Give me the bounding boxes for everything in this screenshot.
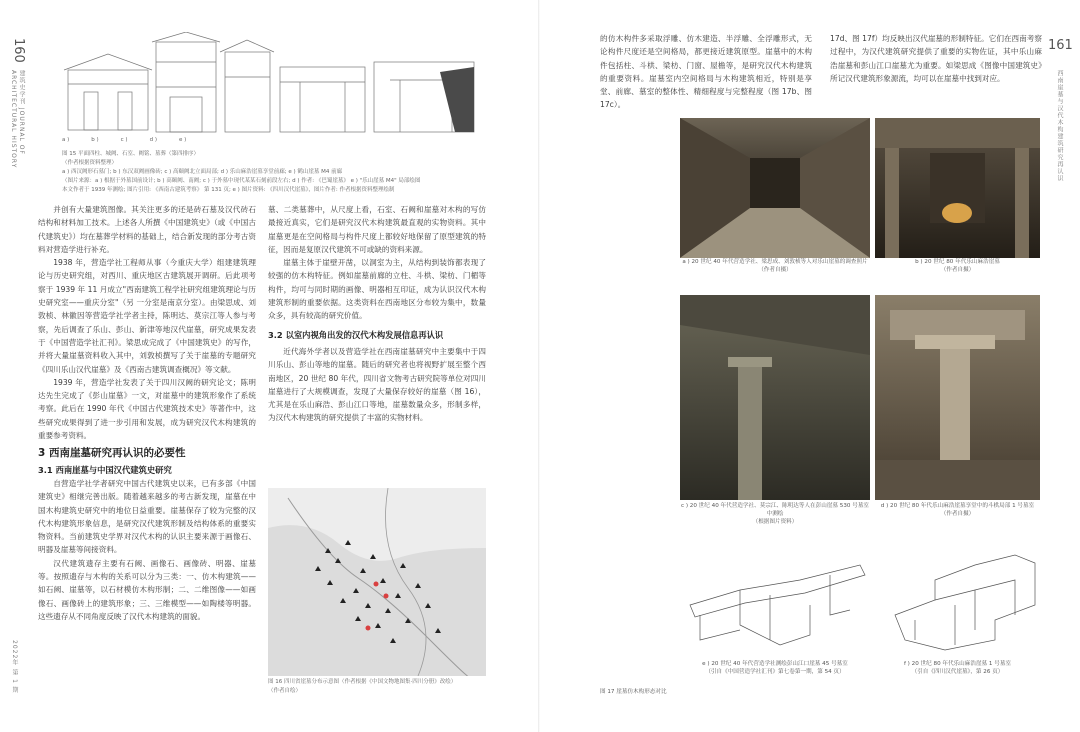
fig17e-drawing bbox=[680, 545, 870, 655]
fig17d-caption-text: d ) 20 世纪 80 年代乐山麻浩崖墓享堂中的斗栱局部 1 号墓室 bbox=[880, 503, 1035, 509]
right-page bbox=[540, 0, 1080, 732]
fig15-caption-note-3: 本文作者于 1939 年测绘; 图片引用: 《西南古建筑考察》 第 131 页; e ) 图片资料: 《四川汉代崖墓》，图片作者: 作者根据资料整理绘制 bbox=[62, 187, 395, 193]
fig16-caption-title: 图 16 四川省崖墓分布示意图（作者根据《中国文物地图集·四川分册》改绘） bbox=[268, 679, 457, 685]
fig15-caption-note-2: （图片来源：a ) 根据于外墓国前设计; b ) 高颐阙、南阙; c ) 于外墓中现代某某石刻前段左右; d ) 作者: 《巴蜀崖墓》 e ) "乐山崖墓 M4" 局部绘图 bbox=[62, 178, 421, 184]
fig17e-caption-text: e ) 20 世纪 40 年代营造学社测绘彭山江口崖墓 45 号墓室 bbox=[702, 661, 848, 667]
col1-paragraph: 汉代建筑遗存主要有石阙、画像石、画像砖、明器、崖墓等。按照遗存与木构的关系可以分为三类：一、仿木构建筑——如石阙、崖墓等，以石材模仿木构形制；二、二维图像——如画像石、画像砖上的建筑形象；三、三维模型——如陶楼等明器。这些遗存从不同角度反映了汉代木构建筑的面貌。 bbox=[38, 558, 256, 621]
fig17e-caption-source: （引自《中国营造学社汇刊》第七卷第一期，第 54 页） bbox=[705, 669, 845, 675]
left-column-2 bbox=[268, 203, 486, 473]
col2-paragraph: 墓、二类墓葬中，从尺度上看，石室、石阙和崖墓对木构的写仿最接近真实，它们是研究汉代木构建筑最直观的实物资料。其中崖墓更是在空间格局与构件尺度上都较好地保留了原型建筑的特征，因而是复原汉代建筑不可或缺的资料来源。 bbox=[268, 205, 486, 254]
fig17d-caption bbox=[875, 502, 1040, 518]
fig17f-caption-text: f ) 20 世纪 80 年代乐山麻浩崖墓 1 号墓室 bbox=[903, 661, 1012, 667]
intro-paragraph: 的仿木构件多采取浮雕、仿木建造、半浮雕、全浮雕形式，无论构件尺度还是空间格局，都更接近建筑原型。崖墓中的木构件包括柱、斗栱、梁枋、门窗、屋檐等，是研究汉代木构建筑的重要资料。崖墓室内空间格局与木构建筑相近，特别是享堂、前廊、墓室的整体性、精细程度与完整程度（图 17b、图 17c）。 bbox=[600, 34, 812, 110]
col1-paragraph: 1938 年，营造学社工程师从事（今重庆大学）组建建筑理论与历史研究组，对西川、重庆地区古建筑展开调研。后此项考察于 1939 年 11 月成立"西南建筑工程学社研究组建筑理论与历史研究室——重庆分室"（另 一分室是南京分室）。由梁思成、刘敦桢、林徽因等营造学社学者主持，陈明达、莫宗江等人参与考察，先后调查了乐山、彭山、新津等地汉代崖墓，研究成果发表于《中国营造学社汇刊》。梁思成完成了《中国建筑史》的写作，并将大量崖墓资料收入其中，刘敦桢撰写了关于崖墓的专题研究《四川乐山汉代崖墓》及《西南古建筑调查概况》等文献。 bbox=[38, 258, 256, 374]
issue-date: 2022年 第 1 期 bbox=[11, 640, 18, 694]
fig17d-caption-source: （作者自摄） bbox=[940, 511, 975, 517]
fig15c-que bbox=[225, 52, 270, 132]
fig17f-caption-source: （引自《四川汉代崖墓》，第 26 页） bbox=[911, 669, 1004, 675]
right-intro-column-2 bbox=[830, 32, 1042, 112]
col1-paragraph: 并创有大量建筑图像。其关注更多的还是砖石墓及汉代砖石结构和材料加工技术。上述各人所撰《中国建筑史》（或《中国古代建筑史》）均在墓葬学材料的基础上，结合新发现的部分考古资料对营造学进行补充。 bbox=[38, 205, 256, 254]
fig15-label-b: b ) bbox=[91, 137, 99, 143]
section-3-1-heading: 3.1 西南崖墓与中国汉代建筑史研究 bbox=[38, 464, 172, 475]
section-3-heading: 3 西南崖墓研究再认识的必要性 bbox=[38, 447, 186, 460]
fig16-map bbox=[268, 488, 486, 676]
fig17b-photo bbox=[875, 118, 1040, 258]
fig15-caption bbox=[62, 150, 482, 195]
col1-paragraph: 自营造学社学者研究中国古代建筑史以来，已有多部《中国建筑史》相继完善出版。随着越来越多的考古新发现，崖墓在中国木构建筑史研究中的地位日益重要。崖墓保存了较为完整的汉代木构建筑形象信息，是研究汉代建筑形制及结构体系的重要实物资料。当前建筑史学界对汉代木构的认识主要来源于画像石、明器及崖墓等间接资料。 bbox=[38, 478, 256, 555]
intro-paragraph: 17d、图 17f）均反映出汉代崖墓的形制特征。它们在西南考察过程中，为汉代建筑研究提供了重要的实物佐证，其中乐山麻浩崖墓和彭山江口崖墓尤为重要。如梁思成《图像中国建筑史》所记汉代建筑形象源流，均可以在崖墓中找到对应。 bbox=[830, 34, 1042, 83]
running-title: 西南崖墓与汉代木构建筑研究再认识 bbox=[1056, 70, 1063, 182]
fig17f-drawing bbox=[875, 545, 1040, 655]
fig15-label-c: c ) bbox=[120, 137, 128, 143]
right-intro-column-1 bbox=[600, 32, 812, 112]
fig17-main-caption: 图 17 崖墓仿木构形态对比 bbox=[600, 689, 667, 695]
col2-paragraph: 崖墓主体于崖壁开凿，以洞室为主，从结构到装饰都表现了较强的仿木构特征。例如崖墓前廊的立柱、斗栱、梁枋、门楣等构件，均可与同时期的画像、明器相互印证，成为认识汉代木构建筑形制的重要依据。这类资料在西南地区分布较为集中，数量众多，具有较高的研究价值。 bbox=[268, 258, 486, 321]
fig15-label-d: d ) bbox=[149, 137, 157, 143]
running-title: 建筑史学刊 JOURNAL OF ARCHITECTURAL HISTORY bbox=[10, 70, 25, 169]
fig15-label-e: e ) bbox=[178, 137, 187, 143]
fig16-caption bbox=[268, 678, 486, 696]
fig17b-caption-text: b ) 20 世纪 80 年代乐山麻浩崖墓 bbox=[915, 259, 1000, 265]
left-column-1 bbox=[38, 203, 256, 703]
fig15-caption-note-1: a ) 西汉阙形石墓门; b ) 东汉双阙画像砖; c ) 高颐阙北立面局部; d ) 乐山麻浩崖墓享堂前廊; e ) 鹤山崖墓 M4 前廊 bbox=[62, 169, 343, 175]
fig17e-caption bbox=[680, 660, 870, 676]
fig15-label-a: a ) bbox=[62, 137, 70, 143]
fig17c-photo bbox=[680, 295, 870, 500]
col2-paragraph: 近代海外学者以及营造学社在西南崖墓研究中主要集中于四川乐山、彭山等地的崖墓。随后的研究者也将视野扩展至整个西南地区，20 世纪 80 年代，四川省文物考古研究院等单位对四川崖墓进行了大规模调查，发现了大量保存较好的崖墓（图 16），尤其是在乐山麻浩、彭山江口等地，崖墓数量众多，形制多样，为汉代木构建筑的研究提供了丰富的实物材料。 bbox=[268, 346, 486, 423]
fig17b-caption bbox=[875, 258, 1040, 274]
fig17c-caption-source: （根据图片资料） bbox=[752, 519, 798, 525]
fig16-caption-source: （作者自绘） bbox=[268, 688, 302, 694]
col1-paragraph: 1939 年，营造学社发表了关于四川汉阙的研究论文；陈明达先生完成了《彭山崖墓》一文，对崖墓中的建筑形象作了系统考察。此后在 1990 年代《中国古代建筑技术史》等著作中，这些研究成果得到了进一步引用和发展，成为研究汉代木构建筑的重要参考资料。 bbox=[38, 377, 256, 441]
fig17c-caption-text: c ) 20 世纪 40 年代营造学社、莫宗江、陈明达等人在彭山崖墓 530 号墓室中测绘 bbox=[680, 503, 870, 517]
section-3-2-heading: 3.2 以室内视角出发的汉代木构发展信息再认识 bbox=[268, 329, 444, 340]
page-number: 160 bbox=[11, 38, 26, 63]
fig15-drawings bbox=[60, 32, 480, 152]
fig15a-facade bbox=[68, 70, 148, 130]
fig15-caption-title: 图 15 平面四柱、城阙、石室、阙铭、墓葬（第四排序） bbox=[62, 151, 199, 157]
fig17a-caption-source: （作者自摄） bbox=[758, 267, 792, 273]
fig17d-photo bbox=[875, 295, 1040, 500]
fig15-sublabels bbox=[62, 136, 482, 145]
fig15-caption-source: （作者根据资料整理） bbox=[62, 160, 118, 166]
fig17c-caption bbox=[680, 502, 870, 526]
fig17a-photo bbox=[680, 118, 870, 258]
fig15d-hall bbox=[280, 67, 365, 132]
fig17f-caption bbox=[875, 660, 1040, 676]
fig17a-caption bbox=[680, 258, 870, 274]
fig17b-caption-source: （作者自摄） bbox=[940, 267, 975, 273]
page-number: 161 bbox=[1048, 38, 1073, 53]
fig17a-caption-text: a ) 20 世纪 40 年代营造学社、梁思成、刘敦桢等人对乐山崖墓的调查照片 bbox=[682, 259, 868, 265]
